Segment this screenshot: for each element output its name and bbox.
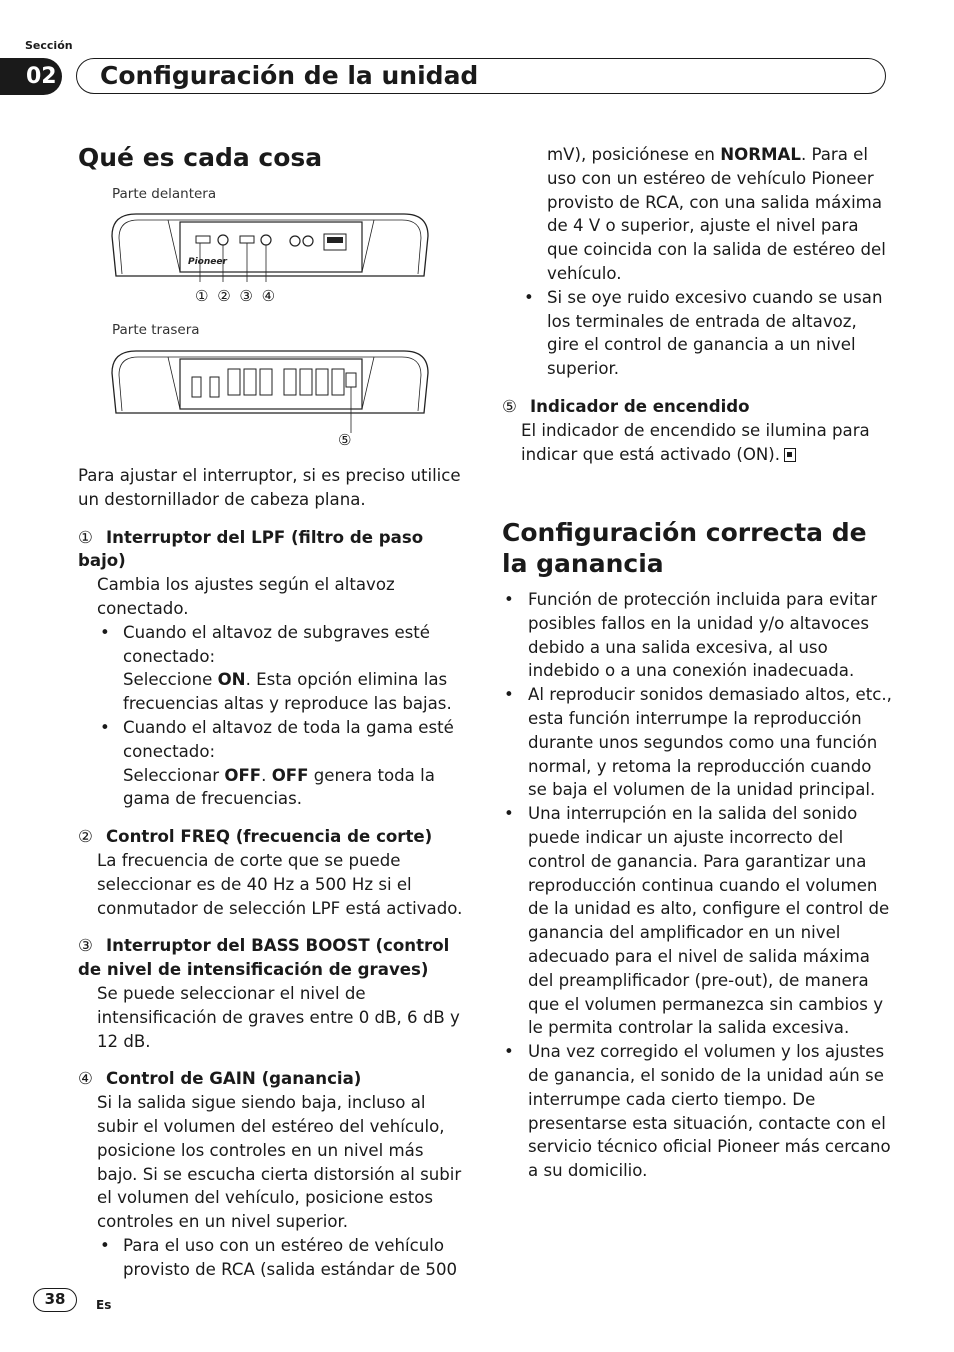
item5-desc-wrap (502, 419, 892, 467)
item5-title-text: Indicador de encendido (530, 396, 750, 416)
item2-title-text: Control FREQ (frecuencia de corte) (106, 827, 433, 847)
item2-number: ② (78, 827, 93, 847)
item4-cont-pre: mV), posiciónese en (547, 145, 721, 164)
gain-bullet-3: • Una interrupción en la salida del sonido puede indicar un ajuste incorrecto del control de ganancia. Para garantizar una reproducción continua cuando el volumen de la unidad es alto, configure el control de ganancia del amplificador en un nivel adecuado para el nivel de salida máxima del preamplificador (pre-out), de manera que el volumen permanezca sin cambios y le permita controlar la salida excesiva. (502, 802, 892, 1040)
item1-bullet1-line1: Cuando el altavoz de subgraves esté conectado: (123, 622, 431, 666)
item1-bullet1-post: . Esta opción elimina las frecuencias altas y reproduce las bajas. (123, 670, 452, 714)
item1-bullet1-pre: Seleccione (123, 670, 218, 690)
item2-desc: La frecuencia de corte que se puede seleccionar es de 40 Hz a 500 Hz si el conmutador de selección LPF está activado. (97, 850, 463, 918)
item1-bullet2-bold1: OFF (224, 765, 262, 785)
gain-bullet-4: • Una vez corregido el volumen y los ajustes de ganancia, el sonido de la unidad aún se interrumpe cada cierto tiempo. De presentarse esta situación, contacte con el servicio técnico oficial Pioneer más cercano a su domicilio. (502, 1040, 892, 1183)
item2-title (78, 825, 468, 849)
item5-title (502, 395, 892, 419)
front-panel-callouts: ① ② ③ ④ (195, 287, 278, 305)
gain-bullet-2: • Al reproducir sonidos demasiado altos, etc., esta función interrumpe la reproducción durante unos segundos como una función normal, y retoma la reproducción cuando se baja el volumen de la unidad principal. (502, 683, 892, 802)
item5-number: ⑤ (502, 396, 517, 416)
section-title: Configuración de la unidad (100, 61, 479, 90)
front-panel-illustration (110, 206, 432, 282)
end-of-section-icon (784, 448, 796, 462)
item4-bullet1: • Para el uso con un estéreo de vehículo provisto de RCA (salida estándar de 500 (78, 1234, 468, 1282)
item4-cont-bold: NORMAL (720, 145, 801, 164)
item4-number: ④ (78, 1069, 93, 1089)
item3-desc: Se puede seleccionar el nivel de intensificación de graves entre 0 dB, 6 dB y 12 dB. (97, 983, 460, 1051)
item1-title-text: Interruptor del LPF (filtro de paso bajo) (78, 527, 424, 571)
right-column (502, 143, 892, 466)
front-panel-brand-logo: Pioneer (188, 257, 227, 267)
section-number-tab: 02 (0, 58, 62, 95)
heading-configuracion-ganancia: Configuración correcta de la ganancia (502, 518, 867, 578)
item4-title (78, 1067, 468, 1091)
item1-bullet1 (78, 621, 468, 716)
item3-title-text: Interruptor del BASS BOOST (control de nivel de intensificación de graves) (78, 936, 450, 980)
item3-number: ③ (78, 936, 93, 956)
item1-bullet2-bold2: OFF (271, 765, 309, 785)
item4-cont-post: . Para el uso con un estéreo de vehículo Pioneer provisto de RCA, con una salida máxima de 4 V o superior, ajuste el nivel para que coincida con la salida de estéreo del vehículo. (547, 145, 886, 283)
front-panel-label: Parte delantera (112, 186, 217, 202)
intro-paragraph: Para ajustar el interruptor, si es preciso utilice un destornillador de cabeza plana. (78, 466, 461, 509)
page-number: 38 (33, 1288, 77, 1312)
left-column (78, 464, 468, 1282)
language-code: Es (96, 1298, 112, 1312)
item1-bullet2 (78, 716, 468, 811)
rear-panel-illustration (110, 343, 432, 433)
item4-title-text: Control de GAIN (ganancia) (106, 1069, 362, 1089)
section-label: Sección (25, 39, 73, 52)
item1-bullet2-mid: . (261, 765, 272, 785)
item4-bullet1-continued (502, 143, 892, 286)
heading-que-es-cada-cosa: Qué es cada cosa (78, 143, 323, 172)
item1-bullet2-pre: Seleccionar (123, 765, 225, 785)
item1-number: ① (78, 527, 93, 547)
item4-bullet2: • Si se oye ruido excesivo cuando se usan los terminales de entrada de altavoz, gire el control de ganancia a un nivel superior. (502, 286, 892, 381)
item1-bullet1-bold: ON (217, 670, 246, 690)
gain-bullets (502, 588, 892, 1183)
item1-bullet2-line1: Cuando el altavoz de toda la gama esté conectado: (123, 717, 454, 761)
item1-bullet2-post: genera toda la gama de frecuencias. (123, 765, 435, 809)
item1-desc: Cambia los ajustes según el altavoz conectado. (97, 575, 395, 618)
item4-desc: Si la salida sigue siendo baja, incluso al subir el volumen del estéreo del vehículo, posicione los controles en un nivel más bajo. Si se escucha cierta distorsión al subir el volumen del vehículo, posicione estos controles en un nivel superior. (97, 1093, 462, 1232)
rear-panel-callout: ⑤ (338, 431, 354, 449)
item5-desc: El indicador de encendido se ilumina para indicar que está activado (ON). (521, 420, 870, 464)
rear-panel-label: Parte trasera (112, 322, 200, 338)
gain-bullet-1: • Función de protección incluida para evitar posibles fallos en la unidad y/o altavoces debido a una salida excesiva, al uso indebido o a una conexión inadecuada. (502, 588, 892, 683)
item3-title (78, 934, 468, 982)
item1-title (78, 526, 468, 574)
